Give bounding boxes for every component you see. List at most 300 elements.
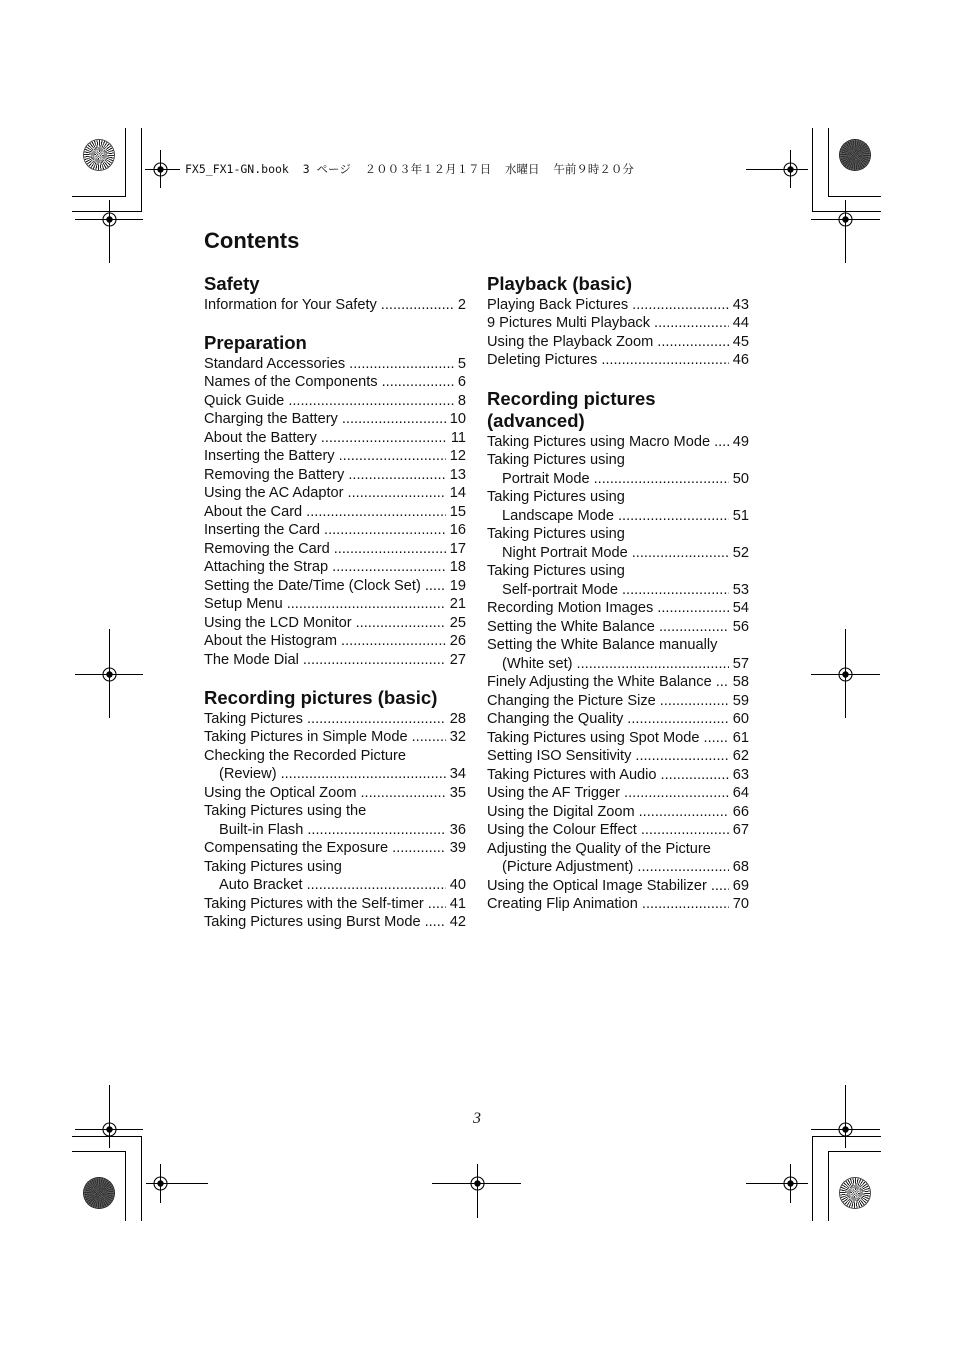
- toc-entry-label: Taking Pictures using: [487, 526, 625, 542]
- toc-page-number: 14: [449, 485, 466, 501]
- toc-entry-line: [204, 710, 466, 729]
- toc-page-number: 58: [732, 674, 749, 690]
- toc-page-number: 61: [732, 729, 749, 746]
- toc-entry: [487, 351, 749, 370]
- toc-entry: [204, 410, 466, 429]
- toc-entry: [487, 525, 749, 562]
- toc-entry-line: [487, 351, 749, 370]
- toc-entry-label: About the Histogram: [204, 633, 338, 649]
- toc-entry: [204, 429, 466, 448]
- toc-page-number: 46: [732, 352, 749, 368]
- toc-section-safety: [204, 273, 466, 314]
- toc-entry-line: [487, 747, 749, 766]
- toc-page-number: 19: [449, 577, 466, 594]
- toc-entry-label: Setting the Date/Time (Clock Set): [204, 577, 421, 594]
- toc-page-number: 64: [732, 785, 749, 801]
- toc-entry-label: Standard Accessories: [204, 355, 346, 372]
- toc-page-number: 51: [732, 507, 749, 524]
- toc-entry: [487, 488, 749, 525]
- toc-entry-line: [487, 895, 749, 914]
- toc-entry-label: Attaching the Strap: [204, 559, 329, 575]
- toc-entry: [204, 540, 466, 559]
- toc-entry: [204, 913, 466, 932]
- dot-leader: [716, 673, 729, 692]
- crop-mark-bottom-left: [72, 1137, 142, 1222]
- dot-leader: [711, 877, 729, 896]
- toc-page-number: 57: [732, 655, 749, 672]
- toc-section-heading: Recording pictures (advanced): [487, 387, 656, 431]
- toc-entry-label: Changing the Quality: [487, 711, 624, 727]
- toc-entry-continuation: (Review): [219, 766, 277, 782]
- toc-entry-label: Finely Adjusting the White Balance: [487, 674, 712, 690]
- toc-entry-label: Taking Pictures with the Self-timer: [204, 895, 424, 912]
- crop-mark-bottom-right: [813, 1137, 882, 1222]
- toc-entry-line: [204, 540, 466, 559]
- toc-page-number: 11: [450, 429, 466, 446]
- toc-entry-line: [204, 913, 466, 932]
- toc-entry-continuation: Auto Bracket: [219, 877, 303, 893]
- toc-entry-line: [487, 296, 749, 315]
- toc-entry-label: Using the Optical Image Stabilizer: [487, 877, 707, 894]
- toc-page-number: 35: [449, 784, 466, 801]
- toc-page-number: 2: [457, 296, 466, 313]
- toc-section-recording-pictures-advanced: [487, 388, 749, 914]
- toc-entry-line: [487, 821, 749, 840]
- toc-entry-line: [204, 521, 466, 540]
- toc-page-number: 44: [732, 315, 749, 331]
- registration-mark: [746, 150, 808, 188]
- dot-leader: [392, 839, 446, 858]
- dot-leader: [287, 595, 446, 614]
- toc-page-number: 70: [732, 896, 749, 912]
- toc-entry: [204, 577, 466, 596]
- toc-entry-line: [204, 484, 466, 503]
- toc-entry: [204, 784, 466, 803]
- registration-mark: [811, 200, 880, 263]
- dot-leader: [714, 433, 729, 452]
- toc-page-number: 59: [732, 692, 749, 709]
- toc-column-left: [204, 273, 466, 932]
- registration-mark: [75, 1085, 143, 1148]
- dot-leader: [601, 351, 728, 370]
- page-title: Contents: [204, 228, 300, 253]
- toc-entry-line: [204, 447, 466, 466]
- crop-mark-top-left: [72, 128, 142, 212]
- toc-entry-label: Setup Menu: [204, 596, 283, 612]
- toc-entry-continuation-line: [487, 544, 749, 563]
- toc-entry-continuation: (Picture Adjustment): [502, 859, 634, 875]
- toc-entry-label: Recording Motion Images: [487, 600, 654, 616]
- toc-entry-label: Setting the White Balance: [487, 618, 655, 635]
- toc-entry: [487, 562, 749, 599]
- toc-page-number: 21: [449, 596, 466, 612]
- toc-entry-continuation-line: [487, 858, 749, 877]
- toc-entry-line: [487, 710, 749, 729]
- color-target-bottom-left: [84, 1178, 114, 1208]
- toc-entry: [204, 728, 466, 747]
- toc-entry-label: Taking Pictures in Simple Mode: [204, 729, 408, 745]
- dot-leader: [661, 766, 729, 785]
- toc-entry-line: [204, 895, 466, 914]
- toc-entry-continuation: Built-in Flash: [219, 821, 304, 838]
- dot-leader: [288, 392, 454, 411]
- toc-entry-line: [204, 839, 466, 858]
- toc-entry: [487, 433, 749, 452]
- toc-entry: [204, 595, 466, 614]
- toc-page-number: 12: [449, 448, 466, 464]
- registration-mark: [145, 150, 180, 188]
- toc-entry: [487, 636, 749, 673]
- dot-leader: [624, 784, 729, 803]
- registration-mark: [811, 1085, 880, 1148]
- toc-entry-title-line: [204, 802, 466, 821]
- dot-leader: [632, 296, 729, 315]
- toc-entry-label: Charging the Battery: [204, 411, 338, 427]
- toc-entry-label: Names of the Components: [204, 374, 378, 390]
- toc-page-number: 62: [732, 748, 749, 764]
- toc-entry: [204, 484, 466, 503]
- toc-entry-line: [487, 766, 749, 785]
- toc-entry-label: Inserting the Battery: [204, 448, 335, 464]
- toc-page-number: 66: [732, 803, 749, 820]
- toc-entry: [204, 747, 466, 784]
- toc-entry-line: [204, 429, 466, 448]
- toc-entry: [204, 651, 466, 670]
- toc-entry-line: [204, 632, 466, 651]
- toc-entry: [204, 373, 466, 392]
- toc-entry-label: Using the Playback Zoom: [487, 333, 654, 350]
- toc-page-number: 25: [449, 614, 466, 631]
- toc-entry-line: [204, 466, 466, 485]
- toc-entry-label: Using the Digital Zoom: [487, 803, 635, 820]
- toc-column-right: [487, 273, 749, 914]
- dot-leader: [412, 728, 446, 747]
- toc-entry-label: Checking the Recorded Picture: [204, 747, 406, 764]
- toc-entry-label: About the Card: [204, 503, 303, 520]
- toc-page-number: 50: [732, 470, 749, 487]
- toc-entry-line: [487, 784, 749, 803]
- dot-leader: [307, 821, 445, 840]
- toc-entry: [204, 521, 466, 540]
- dot-leader: [704, 729, 729, 748]
- dot-leader: [635, 747, 728, 766]
- toc-entry-line: [487, 692, 749, 711]
- dot-leader: [618, 507, 729, 526]
- toc-page-number: 18: [449, 559, 466, 575]
- toc-entry-line: [487, 673, 749, 692]
- dot-leader: [641, 821, 729, 840]
- registration-mark: [811, 629, 880, 718]
- registration-mark: [75, 629, 143, 718]
- dot-leader: [632, 544, 729, 563]
- toc-entry: [487, 296, 749, 315]
- toc-entry: [204, 858, 466, 895]
- toc-page-number: 28: [449, 710, 466, 727]
- dot-leader: [281, 765, 446, 784]
- toc-entry-label: Taking Pictures using: [487, 489, 625, 505]
- toc-page-number: 40: [449, 877, 466, 893]
- toc-page-number: 26: [449, 633, 466, 649]
- toc-entry: [204, 839, 466, 858]
- toc-entry-continuation: Self-portrait Mode: [502, 581, 618, 598]
- toc-section-heading: Playback (basic): [487, 273, 632, 294]
- toc-entry-label: About the Battery: [204, 429, 317, 446]
- color-target-top-left: [84, 140, 114, 170]
- toc-entry-line: [487, 729, 749, 748]
- toc-entry-label: Setting ISO Sensitivity: [487, 748, 632, 764]
- toc-entry: [487, 710, 749, 729]
- toc-entry-line: [204, 728, 466, 747]
- dot-leader: [425, 577, 446, 596]
- toc-entry-label: Taking Pictures using Burst Mode: [204, 914, 421, 930]
- dot-leader: [660, 692, 729, 711]
- toc-entry: [487, 729, 749, 748]
- dot-leader: [303, 651, 446, 670]
- toc-entry-label: Taking Pictures using: [487, 452, 625, 468]
- toc-entry-line: [204, 392, 466, 411]
- toc-section-heading: Recording pictures (basic): [204, 687, 438, 708]
- toc-entry: [487, 766, 749, 785]
- toc-section-preparation: [204, 332, 466, 669]
- toc-entry: [487, 314, 749, 333]
- dot-leader: [642, 895, 729, 914]
- toc-section-recording-pictures-basic: [204, 687, 466, 932]
- toc-entry-line: [204, 595, 466, 614]
- toc-entry-continuation: Landscape Mode: [502, 507, 614, 524]
- dot-leader: [307, 876, 446, 895]
- toc-entry-label: Quick Guide: [204, 392, 285, 409]
- page-number: 3: [473, 1110, 481, 1127]
- toc-entry-line: [487, 877, 749, 896]
- dot-leader: [307, 710, 446, 729]
- toc-entry-continuation-line: [204, 765, 466, 784]
- dot-leader: [324, 521, 446, 540]
- toc-entry-line: [204, 558, 466, 577]
- dot-leader: [356, 614, 446, 633]
- toc-entry: [204, 355, 466, 374]
- dot-leader: [306, 503, 446, 522]
- toc-entry-title-line: [204, 747, 466, 766]
- dot-leader: [428, 895, 446, 914]
- toc-entry: [487, 747, 749, 766]
- toc-entry-continuation-line: [487, 507, 749, 526]
- toc-entry: [487, 618, 749, 637]
- toc-entry-line: [204, 355, 466, 374]
- toc-entry-label: Deleting Pictures: [487, 352, 598, 368]
- toc-page-number: 43: [732, 296, 749, 313]
- toc-entry-title-line: [487, 636, 749, 655]
- toc-entry: [204, 895, 466, 914]
- dot-leader: [381, 296, 454, 315]
- toc-entry-label: Using the AC Adaptor: [204, 485, 344, 501]
- toc-page-number: 27: [449, 651, 466, 668]
- toc-entry: [204, 503, 466, 522]
- toc-page-number: 13: [449, 466, 466, 483]
- toc-page-number: 5: [457, 355, 466, 372]
- toc-page-number: 68: [732, 859, 749, 875]
- toc-page-number: 17: [449, 540, 466, 557]
- toc-entry-label: Changing the Picture Size: [487, 692, 656, 709]
- dot-leader: [382, 373, 454, 392]
- toc-entry: [204, 614, 466, 633]
- dot-leader: [654, 314, 729, 333]
- toc-entry-title-line: [487, 488, 749, 507]
- toc-entry: [487, 673, 749, 692]
- toc-entry-continuation: Night Portrait Mode: [502, 544, 628, 561]
- toc-entry-label: Inserting the Card: [204, 522, 321, 538]
- toc-entry-label: Creating Flip Animation: [487, 896, 638, 912]
- toc-section-heading: Preparation: [204, 332, 307, 353]
- toc-entry-line: [487, 433, 749, 452]
- toc-entry-label: Using the Colour Effect: [487, 822, 637, 838]
- toc-entry-continuation-line: [204, 876, 466, 895]
- dot-leader: [594, 470, 729, 489]
- toc-entry-label: Using the AF Trigger: [487, 785, 621, 801]
- registration-mark: [432, 1164, 521, 1218]
- toc-entry-label: The Mode Dial: [204, 651, 299, 668]
- dot-leader: [341, 632, 446, 651]
- toc-entry: [487, 803, 749, 822]
- toc-entry-label: Setting the White Balance manually: [487, 637, 718, 653]
- toc-entry-continuation-line: [487, 581, 749, 600]
- toc-entry-continuation: (White set): [502, 655, 573, 672]
- toc-entry-label: Playing Back Pictures: [487, 296, 629, 313]
- toc-entry-continuation-line: [487, 470, 749, 489]
- toc-page-number: 52: [732, 544, 749, 561]
- toc-entry: [204, 447, 466, 466]
- toc-page-number: 69: [732, 877, 749, 894]
- dot-leader: [659, 618, 729, 637]
- toc-entry: [487, 692, 749, 711]
- toc-entry-title-line: [204, 858, 466, 877]
- toc-page-number: 39: [449, 840, 466, 856]
- toc-entry: [487, 840, 749, 877]
- toc-entry: [204, 558, 466, 577]
- toc-entry-label: Taking Pictures using Macro Mode: [487, 433, 711, 450]
- toc-entry-line: [204, 296, 466, 315]
- toc-page-number: 63: [732, 766, 749, 783]
- dot-leader: [361, 784, 446, 803]
- toc-entry-label: Adjusting the Quality of the Picture: [487, 840, 711, 857]
- dot-leader: [339, 447, 446, 466]
- toc-entry-label: Removing the Battery: [204, 466, 345, 483]
- toc-entry-label: Removing the Card: [204, 540, 330, 557]
- toc-entry-line: [204, 577, 466, 596]
- toc-entry: [487, 877, 749, 896]
- dot-leader: [342, 410, 446, 429]
- toc-page-number: 45: [732, 333, 749, 350]
- toc-entry-line: [204, 410, 466, 429]
- toc-entry-continuation-line: [204, 821, 466, 840]
- toc-page-number: 32: [449, 729, 466, 745]
- toc-entry-label: Taking Pictures using the: [204, 803, 367, 819]
- toc-entry: [487, 599, 749, 618]
- toc-entry-line: [487, 599, 749, 618]
- toc-page-number: 54: [732, 600, 749, 616]
- dot-leader: [321, 429, 447, 448]
- toc-entry: [204, 296, 466, 315]
- registration-mark: [746, 1164, 808, 1203]
- toc-entry-continuation-line: [487, 655, 749, 674]
- toc-page-number: 8: [457, 392, 466, 409]
- toc-page-number: 49: [732, 433, 749, 450]
- toc-entry-line: [487, 803, 749, 822]
- toc-page-number: 53: [732, 581, 749, 598]
- dot-leader: [332, 558, 446, 577]
- toc-entry-label: Taking Pictures using: [204, 858, 342, 875]
- toc-section-playback-basic: [487, 273, 749, 370]
- dot-leader: [657, 599, 728, 618]
- toc-entry: [204, 632, 466, 651]
- crop-mark-top-right: [813, 128, 882, 212]
- dot-leader: [425, 913, 446, 932]
- toc-entry-line: [204, 614, 466, 633]
- toc-page-number: 10: [449, 411, 466, 427]
- toc-page-number: 60: [732, 711, 749, 727]
- toc-entry: [204, 466, 466, 485]
- toc-entry: [487, 784, 749, 803]
- dot-leader: [334, 540, 446, 559]
- toc-page-number: 67: [732, 822, 749, 838]
- toc-entry: [487, 895, 749, 914]
- toc-entry: [204, 710, 466, 729]
- toc-entry-label: Compensating the Exposure: [204, 840, 389, 856]
- toc-page-number: 56: [732, 618, 749, 635]
- toc-entry-line: [487, 314, 749, 333]
- toc-entry-title-line: [487, 451, 749, 470]
- dot-leader: [657, 333, 728, 352]
- toc-entry-title-line: [487, 562, 749, 581]
- toc-page-number: 36: [449, 821, 466, 838]
- toc-entry-label: 9 Pictures Multi Playback: [487, 315, 651, 331]
- toc-page-number: 34: [449, 766, 466, 782]
- dot-leader: [622, 581, 729, 600]
- toc-entry-continuation: Portrait Mode: [502, 470, 590, 487]
- toc-entry-line: [487, 618, 749, 637]
- toc-entry-line: [487, 333, 749, 352]
- toc-page-number: 6: [457, 374, 466, 390]
- color-target-bottom-right: [840, 1178, 870, 1208]
- toc-entry: [204, 802, 466, 839]
- toc-entry-label: Using the Optical Zoom: [204, 784, 357, 801]
- toc-entry-title-line: [487, 525, 749, 544]
- toc-page-number: 15: [449, 503, 466, 520]
- dot-leader: [639, 803, 729, 822]
- toc-entry-label: Taking Pictures with Audio: [487, 766, 657, 783]
- toc-entry-label: Using the LCD Monitor: [204, 614, 352, 631]
- toc-entry: [487, 821, 749, 840]
- toc-entry-line: [204, 651, 466, 670]
- dot-leader: [348, 484, 446, 503]
- toc-page-number: 42: [449, 914, 466, 930]
- registration-mark: [146, 1164, 208, 1203]
- toc-entry-line: [204, 784, 466, 803]
- toc-entry: [487, 451, 749, 488]
- registration-mark: [75, 200, 143, 263]
- dot-leader: [637, 858, 728, 877]
- dot-leader: [577, 655, 729, 674]
- toc-page-number: 16: [449, 522, 466, 538]
- toc-entry-title-line: [487, 840, 749, 859]
- toc-entry-label: Taking Pictures: [204, 710, 303, 727]
- print-slug-header: FX5_FX1-GN.book 3 ページ ２００３年１２月１７日 水曜日 午前９時２０分: [185, 162, 634, 176]
- toc-entry-label: Taking Pictures using Spot Mode: [487, 729, 700, 746]
- toc-section-heading: Safety: [204, 273, 260, 294]
- toc-entry: [204, 392, 466, 411]
- toc-entry-label: Taking Pictures using: [487, 563, 625, 579]
- dot-leader: [627, 710, 728, 729]
- toc-page-number: 41: [449, 895, 466, 912]
